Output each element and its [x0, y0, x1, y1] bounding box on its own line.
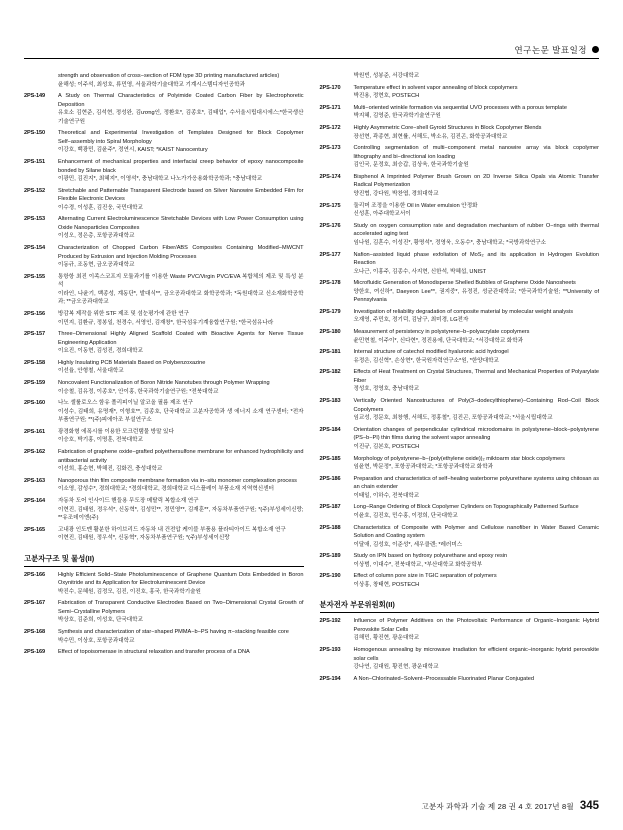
entry-code: 2PS-158	[24, 359, 46, 366]
entry-title: Temperature effect in solvent vapor annealing of block copolymers	[353, 84, 518, 91]
entry-authors: 이승호, 박기홍, 이명훈, 전북대학교	[58, 437, 143, 444]
entry-code: 2PS-164	[24, 498, 46, 504]
entry-code: 2PS-194	[319, 675, 341, 682]
entry-code: 2PS-156	[24, 311, 46, 317]
list-item	[320, 426, 600, 452]
entry-code: 2PS-175	[319, 202, 341, 209]
header-title: 연구논문 발표일정	[514, 45, 587, 55]
entry-title: Highly Efficient Solid−State Photoluminescence of Graphene Quantum Dots Embedded in Boron Oxynitride and its Application for Electroluminescent Device	[58, 571, 304, 587]
entry-code: 2PS-173	[319, 145, 341, 152]
entry-code: 2PS-190	[319, 573, 341, 580]
entry-title: Noncovalent Functionalization of Boron Nitride Nanotubes through Polymer Wrapping	[58, 380, 270, 387]
list-item	[24, 399, 304, 425]
entry-title: Fabrication of graphene oxide−grafted polyethersulfone membrane for enhanced hydrophilicity and antibacterial activity	[58, 449, 304, 464]
entry-code: 2PS-159	[24, 380, 46, 387]
entry-title: Homogenous annealing by microwave irradiation for efficient organic−inorganic hybrid perovskite solar cells	[353, 647, 599, 662]
entry-authors: 오재영, 주민호, 정기덕, 김남구, 최미경, LG전자	[353, 317, 469, 324]
list-item	[320, 124, 600, 141]
list-item	[24, 428, 304, 445]
list-item	[24, 448, 304, 474]
entry-title: Synthesis and characterization of star−shaped PMMA−b−PS having π−stacking feasible core	[58, 629, 289, 636]
entry-title: Effects of Heat Treatment on Crystal Structures, Thermal and Mechanical Properties of Polyarylate Fiber	[353, 369, 599, 384]
entry-title: Alternating Current Electroluminescence Stretchable Devices with Low Power Consumption using Oxide Nanoparticles Composites	[58, 216, 304, 231]
list-item	[320, 646, 600, 672]
entry-title: Effect of column pore size in TGIC separation of polymers	[353, 573, 497, 580]
entry-authors: 이진규, 김본호, POSTECH	[353, 443, 420, 450]
entry-authors: 양한호, 여신하*, Daeyeon Lee**, 권지중*, 유정진, 성균관대학교; *한국과학기술원; **University of Pennsylvania	[353, 288, 599, 304]
entry-authors: 이라인, 나윤기, 백종성, 계동단*, 발대식**, 금오공과대학교 화학공학과; *독원대학교 신소재화학공학과; **금오공과대학교	[58, 290, 304, 306]
entry-authors: 이동규, 조동현, 금오공과대학교	[58, 262, 135, 269]
entry-code: 2PS-181	[319, 349, 341, 356]
entry-title: A Study on Thermal Characteristics of Polyimide Coated Carbon Fiber by Electrophoretic Deposition	[58, 93, 304, 108]
entry-title: 자동차 도어 인사이드 핸들용 무도장 메탈릭 복합소재 연구	[58, 498, 199, 504]
entry-authors: 유정은, 김신혁*, 손상현*, 한국원자력연구소*원, *한양대학교	[353, 357, 499, 364]
list-item	[24, 158, 304, 184]
footer-journal-info: 고분자 과학과 기술 제 28 권 4 호 2017년 8월	[421, 802, 574, 811]
entry-code: 2PS-182	[319, 369, 341, 376]
entry-code: 2PS-163	[24, 477, 46, 484]
entry-title: Multi−oriented wrinkle formation via sequential UVO processes with a porous template	[353, 104, 567, 111]
entry-code: 2PS-161	[24, 428, 46, 435]
entry-authors: 임윤현, 박문정*, 포항공과대학교; *포항공과대학교 화학과	[353, 464, 494, 470]
section-heading-molecular-electronics	[320, 599, 600, 613]
entry-code: 2PS-166	[24, 571, 46, 578]
entry-authors: 강나연, 김대원, 황진현, 광운대학교	[353, 664, 439, 671]
entry-authors: 이수경, 이성훈, 김진웅, 국민대학교	[58, 204, 143, 211]
entry-code: 2PS-153	[24, 216, 46, 223]
entry-title: 둘리머 조정을 이용한 Oil in Water emulsion 안정화	[353, 202, 478, 209]
entry-authors: 양진협, 강다원, 박찬엽, 경희대학교	[353, 190, 439, 197]
list-item	[24, 129, 304, 155]
list-item	[320, 503, 600, 520]
header-divider	[24, 58, 599, 59]
list-item	[24, 571, 304, 597]
entry-authors: 이달애, 김성호, 이준성*, 세우클렌; *레러미스	[353, 541, 463, 548]
entry-code: 2PS-192	[319, 618, 341, 625]
list-item	[320, 675, 600, 684]
entry-authors: 정성호, 정영호, 충남대학교	[353, 386, 420, 393]
entry-authors: 윤해성; 이주석, 최성호, 류민영, 서울과학기술대학교 기계시스템디자인공학과	[58, 81, 245, 88]
list-item	[24, 330, 304, 356]
left-column	[24, 72, 304, 784]
entry-title: Microfluidic Generation of Monodisperse Shelled Bubbles of Graphene Oxide Nanosheets	[353, 280, 576, 287]
entry-title: Controlling segmentation of multi−component metal nanowire array via block copolymer lithography and bi−directional ion loading	[353, 145, 599, 160]
list-item	[320, 202, 600, 219]
section-heading-polymer-structure	[24, 553, 304, 567]
entry-authors: 박상호, 김준희, 이성호, 단국대학교	[58, 617, 143, 624]
entry-authors: 장선현, 곽종현, 최현률, 서해도, 박소유, 김진곤, 화학공과대학교	[353, 133, 508, 140]
section-title: 분자전자 부문위원회(II)	[319, 600, 395, 610]
entry-authors: 이상홍, 창태현, POSTECH	[353, 581, 420, 588]
entry-code: 2PS-169	[24, 649, 46, 656]
entry-code: 2PS-170	[319, 84, 341, 91]
entry-authors: 임교성, 정문호, 최창행, 서해도, 정홍철*, 김진곤, 포항공과대학교; *서울시립대학교	[353, 415, 553, 422]
entry-code: 2PS-186	[319, 475, 341, 482]
entry-authors: 오나근, 이홍주, 김종수, 사지현, 신한석, 박혜섭, UNIST	[353, 268, 487, 275]
entry-code: 2PS-179	[319, 308, 341, 315]
list-item	[320, 572, 600, 589]
entry-title: Vertically Oriented Nanostructures of Poly(3−dodecylthiophene)−Containing Rod−Coil Block Copolymers	[353, 398, 599, 413]
entry-code: 2PS-185	[319, 455, 341, 462]
entry-title: A Non−Chlorinated−Solvent−Processable Fluorinated Planar Conjugated	[353, 675, 535, 682]
entry-code: 2PS-154	[24, 245, 46, 252]
entry-authors: 이성오, 정은총, 포항공과대학교	[58, 233, 135, 240]
entry-authors: 박수민, 이상호, 포항공과대학교	[58, 637, 135, 644]
entry-authors: 임나원, 김혼수, 이성진*, 황명석*, 정영욱, 오동수*, 충남대학교; *국방과학연구소	[353, 239, 547, 246]
list-item	[320, 348, 600, 365]
section-title: 고분자구조 및 물성(II)	[24, 553, 95, 563]
list-item	[24, 497, 304, 523]
entry-title: Study on IPN based on hydroxy polyurethane and epoxy resin	[353, 553, 508, 560]
list-item	[24, 359, 304, 376]
list-item	[24, 379, 304, 396]
entry-authors: 박진수, 문혜원, 김정모, 김진, 이진호, 홍국, 한국과학기술원	[58, 588, 201, 595]
list-item	[320, 279, 600, 305]
list-item	[24, 244, 304, 270]
two-column-body	[24, 72, 599, 784]
entry-title: strength and observation of cross−section of FDM type 3D printing manufactured articles)	[58, 73, 280, 79]
entry-code: 2PS-187	[319, 504, 341, 511]
entry-code: 2PS-155	[24, 273, 46, 280]
entry-authors: 이태일, 이하수, 전북대학교	[353, 492, 420, 499]
entry-title: Enhancement of mechanical properties and interfacial creep behavior of epoxy nanocomposite bonded by Silane black	[58, 159, 304, 174]
entry-title: Highly Asymmetric Core−shell Gyroid Structures in Block Copolymer Blends	[353, 125, 542, 132]
entry-authors: 김해민, 황진현, 광운대학교	[353, 635, 420, 642]
list-item	[24, 72, 304, 89]
entry-title: Long−Range Ordering of Block Copolymer Cylinders on Topographically Patterned Surface	[353, 504, 579, 511]
list-item	[320, 397, 600, 423]
entry-authors: 이요진, 이동현, 김성진, 경희대학교	[58, 348, 143, 355]
list-item	[24, 477, 304, 494]
list-item	[320, 72, 600, 81]
list-item	[320, 475, 600, 501]
entry-code: 2PS-165	[24, 526, 46, 533]
page-footer	[24, 800, 599, 812]
entry-title: Nafion−assisted liquid phase exfoliation of MoS₂ and its application in Hydrogen Evolution Reaction	[353, 251, 599, 266]
list-item	[320, 328, 600, 345]
entry-code: 2PS-167	[24, 600, 46, 607]
list-item	[320, 144, 600, 170]
entry-authors: 박원빈, 성봉준, 서강대학교	[353, 73, 420, 79]
list-item	[320, 524, 600, 550]
list-item	[320, 173, 600, 199]
entry-code: 2PS-180	[319, 329, 341, 336]
entry-code: 2PS-174	[319, 173, 341, 180]
entry-authors: 유호소 김현준, 김석현, 정성완, 김ương인, 정환호*, 김종호*, 김태업*, 수서울시립대시에스;*한국생산기술연구원	[58, 110, 304, 125]
entry-authors: 이성수, 김태희, 유명재*, 이형호**, 김종호, 단국대학교 고분자공학과 생 에너지 소재 연구센터; *전자부품연구원; **(주)피에아조 부설연구소	[58, 408, 304, 424]
entry-authors: 박진용, 정현호, POSTECH	[353, 93, 420, 100]
entry-authors: 신성훈, 아주대학교서이	[353, 211, 411, 218]
entry-code: 2PS-172	[319, 125, 341, 132]
entry-code: 2PS-152	[24, 187, 46, 194]
list-item	[24, 187, 304, 213]
entry-code: 2PS-162	[24, 449, 46, 456]
entry-title: Study on oxygen consumption rate and degradation mechanism of rubber O−rings with thermal accelerated aging test	[353, 222, 599, 238]
list-item	[320, 368, 600, 394]
entry-title: Influence of Polymer Additives on the Photovoltaic Performance of Organic−Inorganic Hybrid Perovskite Solar Cells	[353, 618, 599, 633]
entry-title: 방감복 제작을 위한 STF 제조 및 섬눈평가에 관한 연구	[58, 311, 190, 317]
page-header	[0, 44, 599, 56]
entry-code: 2PS-177	[319, 251, 341, 258]
entry-code: 2PS-151	[24, 159, 46, 166]
entry-title: Three−Dimensional Highly Aligned Scaffold Coated with Bioactive Agents for Nerve Tissue Engineering Application	[58, 331, 304, 346]
entry-authors: 이상범, 이대수*, 전북대학교, *부산대학교 화학공학부	[353, 561, 483, 568]
list-item	[24, 215, 304, 241]
entry-authors: 이강호, 백광민, 김윤주*, 정연시, KAIST; *KAIST Nanocentury	[58, 147, 208, 154]
entry-code: 2PS-157	[24, 331, 46, 338]
filled-circle-icon	[592, 46, 599, 53]
list-item	[320, 251, 600, 277]
entry-code: 2PS-189	[319, 553, 341, 560]
entry-code: 2PS-149	[24, 93, 46, 100]
page-number: 345	[579, 800, 599, 812]
entry-authors: 이승철, 김유정, 이종호*, 안이홍, 한국과학기술연구원; *전북대학교	[58, 388, 219, 395]
entry-title: Characteristics of Composite with Polymer and Cellulose nanofiber in Water Based Ceramic Solution and Coating system	[353, 524, 599, 540]
entry-code: 2PS-168	[24, 629, 46, 636]
entry-title: Investigation of reliability degradation of composite material by molecular weight analysis	[353, 308, 574, 315]
entry-title: Morphology of polystyrene−b−(poly(ethylene oxide))₂ miktoarm star block copolymers	[353, 455, 565, 462]
list-item	[320, 455, 600, 472]
entry-code: 2PS-160	[24, 400, 46, 407]
entry-authors: 이현진, 김태원, 정우석*, 신동혁*, 자동차부품연구원; *(주)부성세이신랑	[58, 535, 230, 542]
entry-authors: 이현진, 김태원, 정우석*, 신동혁*, 김성민**, 정민영**, 김재훈**, 자동차부품연구원; *(주)부성세이신랑; **유조데이엔(주)	[58, 506, 304, 521]
entry-title: Characterization of Chopped Carbon Fiber/ABS Composites Containing Modified−MWCNT Produced by Extrusion and Injection Molding Processes	[58, 245, 304, 260]
entry-title: Bisphenol A Imprinted Polymer Brush Grown on 2D Inverse Silica Opals via Atomic Transfer Radical Polymerization	[353, 173, 599, 189]
entry-authors: 윤민현철, 이주이*, 신다현*, 정진용에, 단국대학교; *서강대학교 화학과	[353, 337, 524, 344]
entry-title: Highly Insulating PCB Materials Based on Polybenzoxazine	[58, 359, 206, 366]
entry-title: Effect of topoisomerase in structural relaxation and transfer process of a DNA	[58, 649, 250, 656]
entry-code: 2PS-188	[319, 524, 341, 531]
entry-title: Internal structure of catechol modified hyaluronic acid hydrogel	[353, 349, 509, 356]
entry-title: Measurement of persistency in polystyrene−b−polyacrylate copolymers	[353, 329, 530, 336]
list-item	[24, 648, 304, 657]
list-item	[320, 552, 600, 569]
entry-title: Preparation and characteristics of self−healing waterborne polyurethane systems using chitosan as an chain extender	[353, 475, 599, 491]
entry-title: Fabrication of Transparent Conductive Electrodes Based on Two−Dimensional Crystal Growth of Semi−Crystalline Polymers	[58, 600, 304, 615]
entry-code: 2PS-171	[319, 104, 341, 111]
section-divider	[24, 566, 304, 567]
right-column	[320, 72, 600, 784]
list-item	[320, 104, 600, 121]
entry-authors: 박지혜, 김영준, 한국과학기술연구원	[353, 113, 441, 120]
list-item	[320, 84, 600, 101]
entry-authors: 이선희, 홍순현, 박해진, 김화건, 충성대학교	[58, 466, 163, 473]
entry-title: Orientation changes of perpendicular cylindrical microdomains in polystyrene−block−polystyrene (PS−b−PI) thin films during the solvent vapor annealing	[353, 426, 599, 442]
list-item	[24, 526, 304, 543]
entry-code: 2PS-183	[319, 398, 341, 405]
list-item	[24, 310, 304, 327]
entry-authors: 김인국, 문정호, 최승갑, 김상욱, 한국과학기술원	[353, 162, 469, 169]
list-item	[320, 617, 600, 643]
entry-code: 2PS-150	[24, 130, 46, 137]
entry-title: Stretchable and Patternable Transparent Electrode based on Silver Nanowire Embedded Film for Flexible Electronic Devices	[58, 187, 304, 203]
entry-authors: 이윤호, 김진호, 민수홍, 이정희, 단국대학교	[353, 512, 458, 519]
entry-title: 나노 셀룰로오스 함유 폴리피이닐 알코올 필름 제조 연구	[58, 400, 194, 407]
entry-authors: 이광민, 김진지*, 최혜지*, 이영석*, 충남대학교 나노가가응용화학공학과; *충남대학교	[58, 176, 263, 183]
entry-code: 2PS-178	[319, 280, 341, 287]
list-item	[24, 599, 304, 625]
entry-title: 광경화형 에폭시를 이용한 모크런탬물 방말 있다	[58, 428, 174, 435]
list-item	[24, 273, 304, 307]
entry-title: 고내광 인도멘 활분한 하이브리드 자동차 내 건전압 케이블 부품용 플라티아이드 복합소재 연구	[58, 526, 286, 533]
list-item	[320, 308, 600, 325]
entry-code: 2PS-193	[319, 647, 341, 654]
list-item	[24, 628, 304, 645]
entry-code: 2PS-184	[319, 426, 341, 433]
section-divider	[320, 612, 600, 613]
entry-title: Theoretical and Experimental Investigation of Templates Designed for Block Copolymer Self−assembly into Spiral Morphology	[58, 130, 304, 145]
entry-authors: 이소영, 감성수*, 경희대학교; *경희대학교, 경희대학교 디스플레이 부품소재 지역혁신센터	[58, 486, 274, 493]
entry-authors: 이민지, 김환규, 정봉일, 천경수, 서영인, 김재창*, 한국섬유기계융합연구원; *한국섬유나라	[58, 319, 274, 326]
list-item	[24, 92, 304, 126]
entry-code: 2PS-176	[319, 222, 341, 229]
entry-authors: 이선율, 안형철, 서울대학교	[58, 368, 124, 375]
list-item	[320, 222, 600, 248]
entry-title: Nanoporous thin film composite membrane formation via in−situ monomer complexation process	[58, 477, 297, 484]
entry-title: 통항항 최진 이족스코프지 모듈과기를 이용한 Waste PVC/Virgin PVC/EVA 복합체의 제조 및 특성 분석	[58, 273, 304, 289]
